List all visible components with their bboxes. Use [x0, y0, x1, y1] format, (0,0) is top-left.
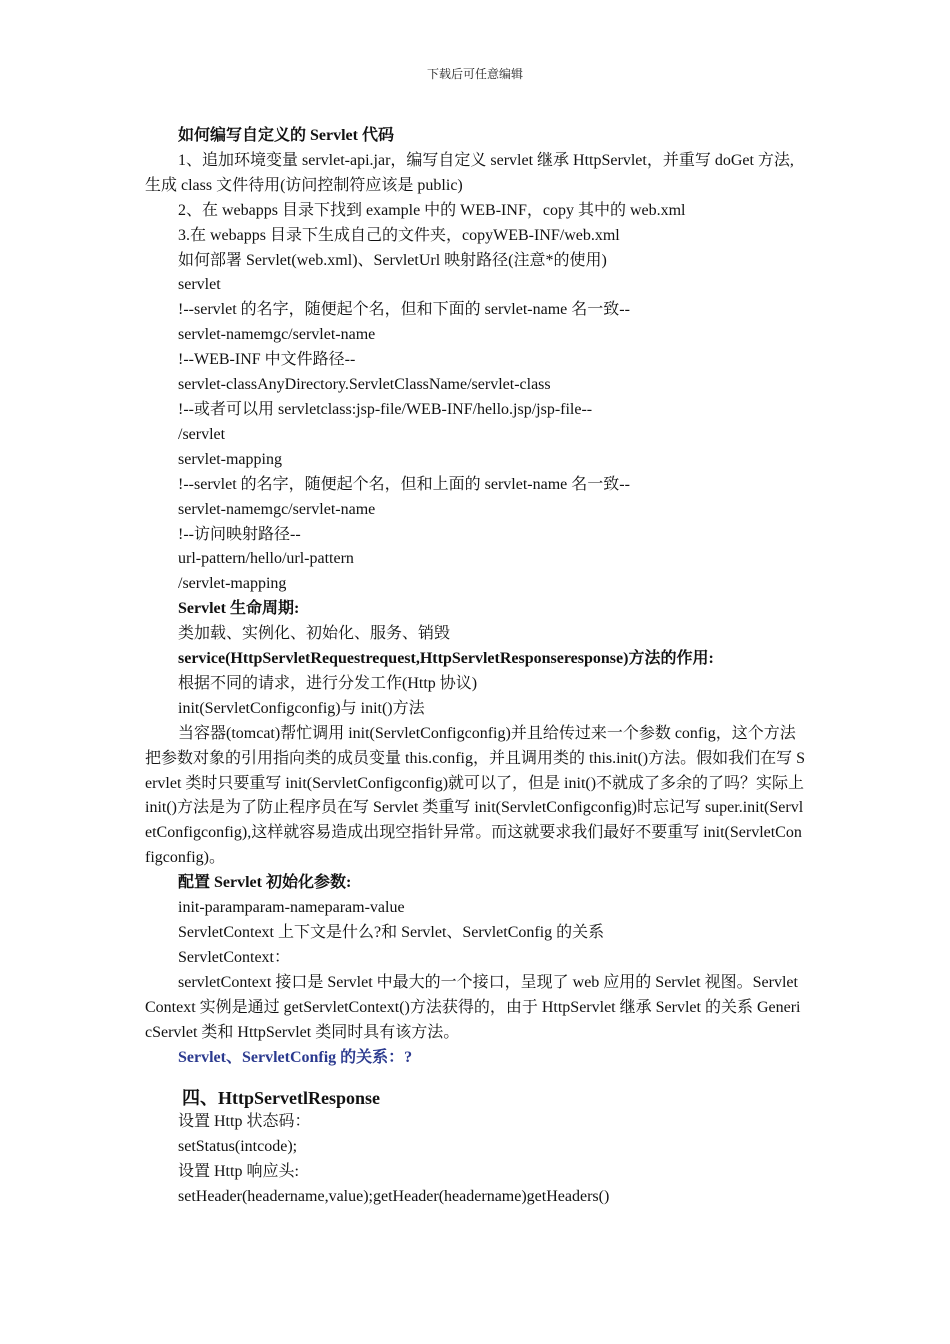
heading-custom-servlet: 如何编写自定义的 Servlet 代码	[178, 127, 394, 144]
page-header: 下载后可任意编辑	[426, 67, 523, 81]
code-line: setStatus(intcode);	[178, 1138, 298, 1156]
paragraph-lifecycle: 类加载、实例化、初始化、服务、销毁	[178, 625, 451, 643]
document-body	[145, 124, 807, 1210]
heading-servlet-config-relation: Servlet、ServletConfig 的关系：?	[178, 1048, 413, 1066]
paragraph-init-explanation: 当容器(tomcat)帮忙调用 init(ServletConfigconfig)并且给传过来一个参数 config，这个方法把参数对象的引用指向类的成员变量 this.config，并且调用类的 this.init()方法。假如我们在写 Servlet 类时只要重写 init(ServletConfigconfig)就可以了，但是 init()不就成了多余的了吗？实际上 init()方法是为了防止程序员在写 Servlet 类重写 init(ServletConfigconfig)时忘记写 super.init(ServletConfigconfig),这样就容易造成出现空指针异常。而这就要求我们最好不要重写 init(ServletConfigconfig)。	[145, 724, 806, 867]
paragraph-service: 根据不同的请求，进行分发工作(Http 协议)	[178, 674, 478, 692]
code-line: setHeader(headername,value);getHeader(headername)getHeaders()	[178, 1188, 610, 1206]
code-line: servlet-mapping	[178, 450, 282, 468]
section-heading-response: 四、HttpServetlResponse	[182, 1088, 380, 1109]
heading-service-method: service(HttpServletRequestrequest,HttpServletResponseresponse)方法的作用:	[178, 650, 714, 668]
code-line: /servlet	[178, 425, 226, 443]
code-line: servlet-namemgc/servlet-name	[178, 500, 376, 518]
code-line: !--访问映射路径--	[178, 525, 301, 543]
paragraph-deploy: 如何部署 Servlet(web.xml)、ServletUrl 映射路径(注意*的使用)	[178, 251, 607, 269]
heading-lifecycle: Servlet 生命周期:	[178, 600, 300, 618]
code-line: !--或者可以用 servletclass:jsp-file/WEB-INF/hello.jsp/jsp-file--	[178, 400, 593, 418]
code-line: !--servlet 的名字，随便起个名，但和上面的 servlet-name 名一致--	[178, 475, 630, 493]
code-line: url-pattern/hello/url-pattern	[178, 550, 354, 568]
code-line: servlet-namemgc/servlet-name	[178, 326, 376, 344]
paragraph-step-1: 1、追加环境变量 servlet-api.jar，编写自定义 servlet 继承 HttpServlet，并重写 doGet 方法,生成 class 文件待用(访问控制符应该是 public)	[145, 151, 794, 194]
paragraph-context-label: ServletContext：	[178, 948, 290, 966]
code-line: /servlet-mapping	[178, 575, 287, 593]
paragraph-context-question: ServletContext 上下文是什么?和 Servlet、ServletConfig 的关系	[178, 924, 605, 941]
code-line: servlet-classAnyDirectory.ServletClassName/servlet-class	[178, 376, 551, 394]
paragraph-init-param: init-paramparam-nameparam-value	[178, 899, 405, 917]
paragraph-step-3: 3.在 webapps 目录下生成自己的文件夹，copyWEB-INF/web.xml	[178, 226, 620, 244]
paragraph-context-explanation: servletContext 接口是 Servlet 中最大的一个接口，呈现了 web 应用的 Servlet 视图。ServletContext 实例是通过 getServletContext()方法获得的，由于 HttpServlet 继承 Servlet 的关系 GenericServlet 类和 HttpServlet 类同时具有该方法。	[145, 973, 801, 1041]
paragraph-response-header: 设置 Http 响应头:	[178, 1163, 299, 1181]
paragraph-init-methods: init(ServletConfigconfig)与 init()方法	[178, 699, 425, 717]
code-line: !--WEB-INF 中文件路径--	[178, 351, 356, 369]
paragraph-step-2: 2、在 webapps 目录下找到 example 中的 WEB-INF，copy 其中的 web.xml	[178, 201, 686, 219]
code-line: !--servlet 的名字，随便起个名，但和下面的 servlet-name 名一致--	[178, 301, 630, 319]
heading-init-params: 配置 Servlet 初始化参数:	[178, 874, 352, 892]
code-line: servlet	[178, 276, 221, 294]
paragraph-status-code: 设置 Http 状态码：	[178, 1113, 311, 1131]
